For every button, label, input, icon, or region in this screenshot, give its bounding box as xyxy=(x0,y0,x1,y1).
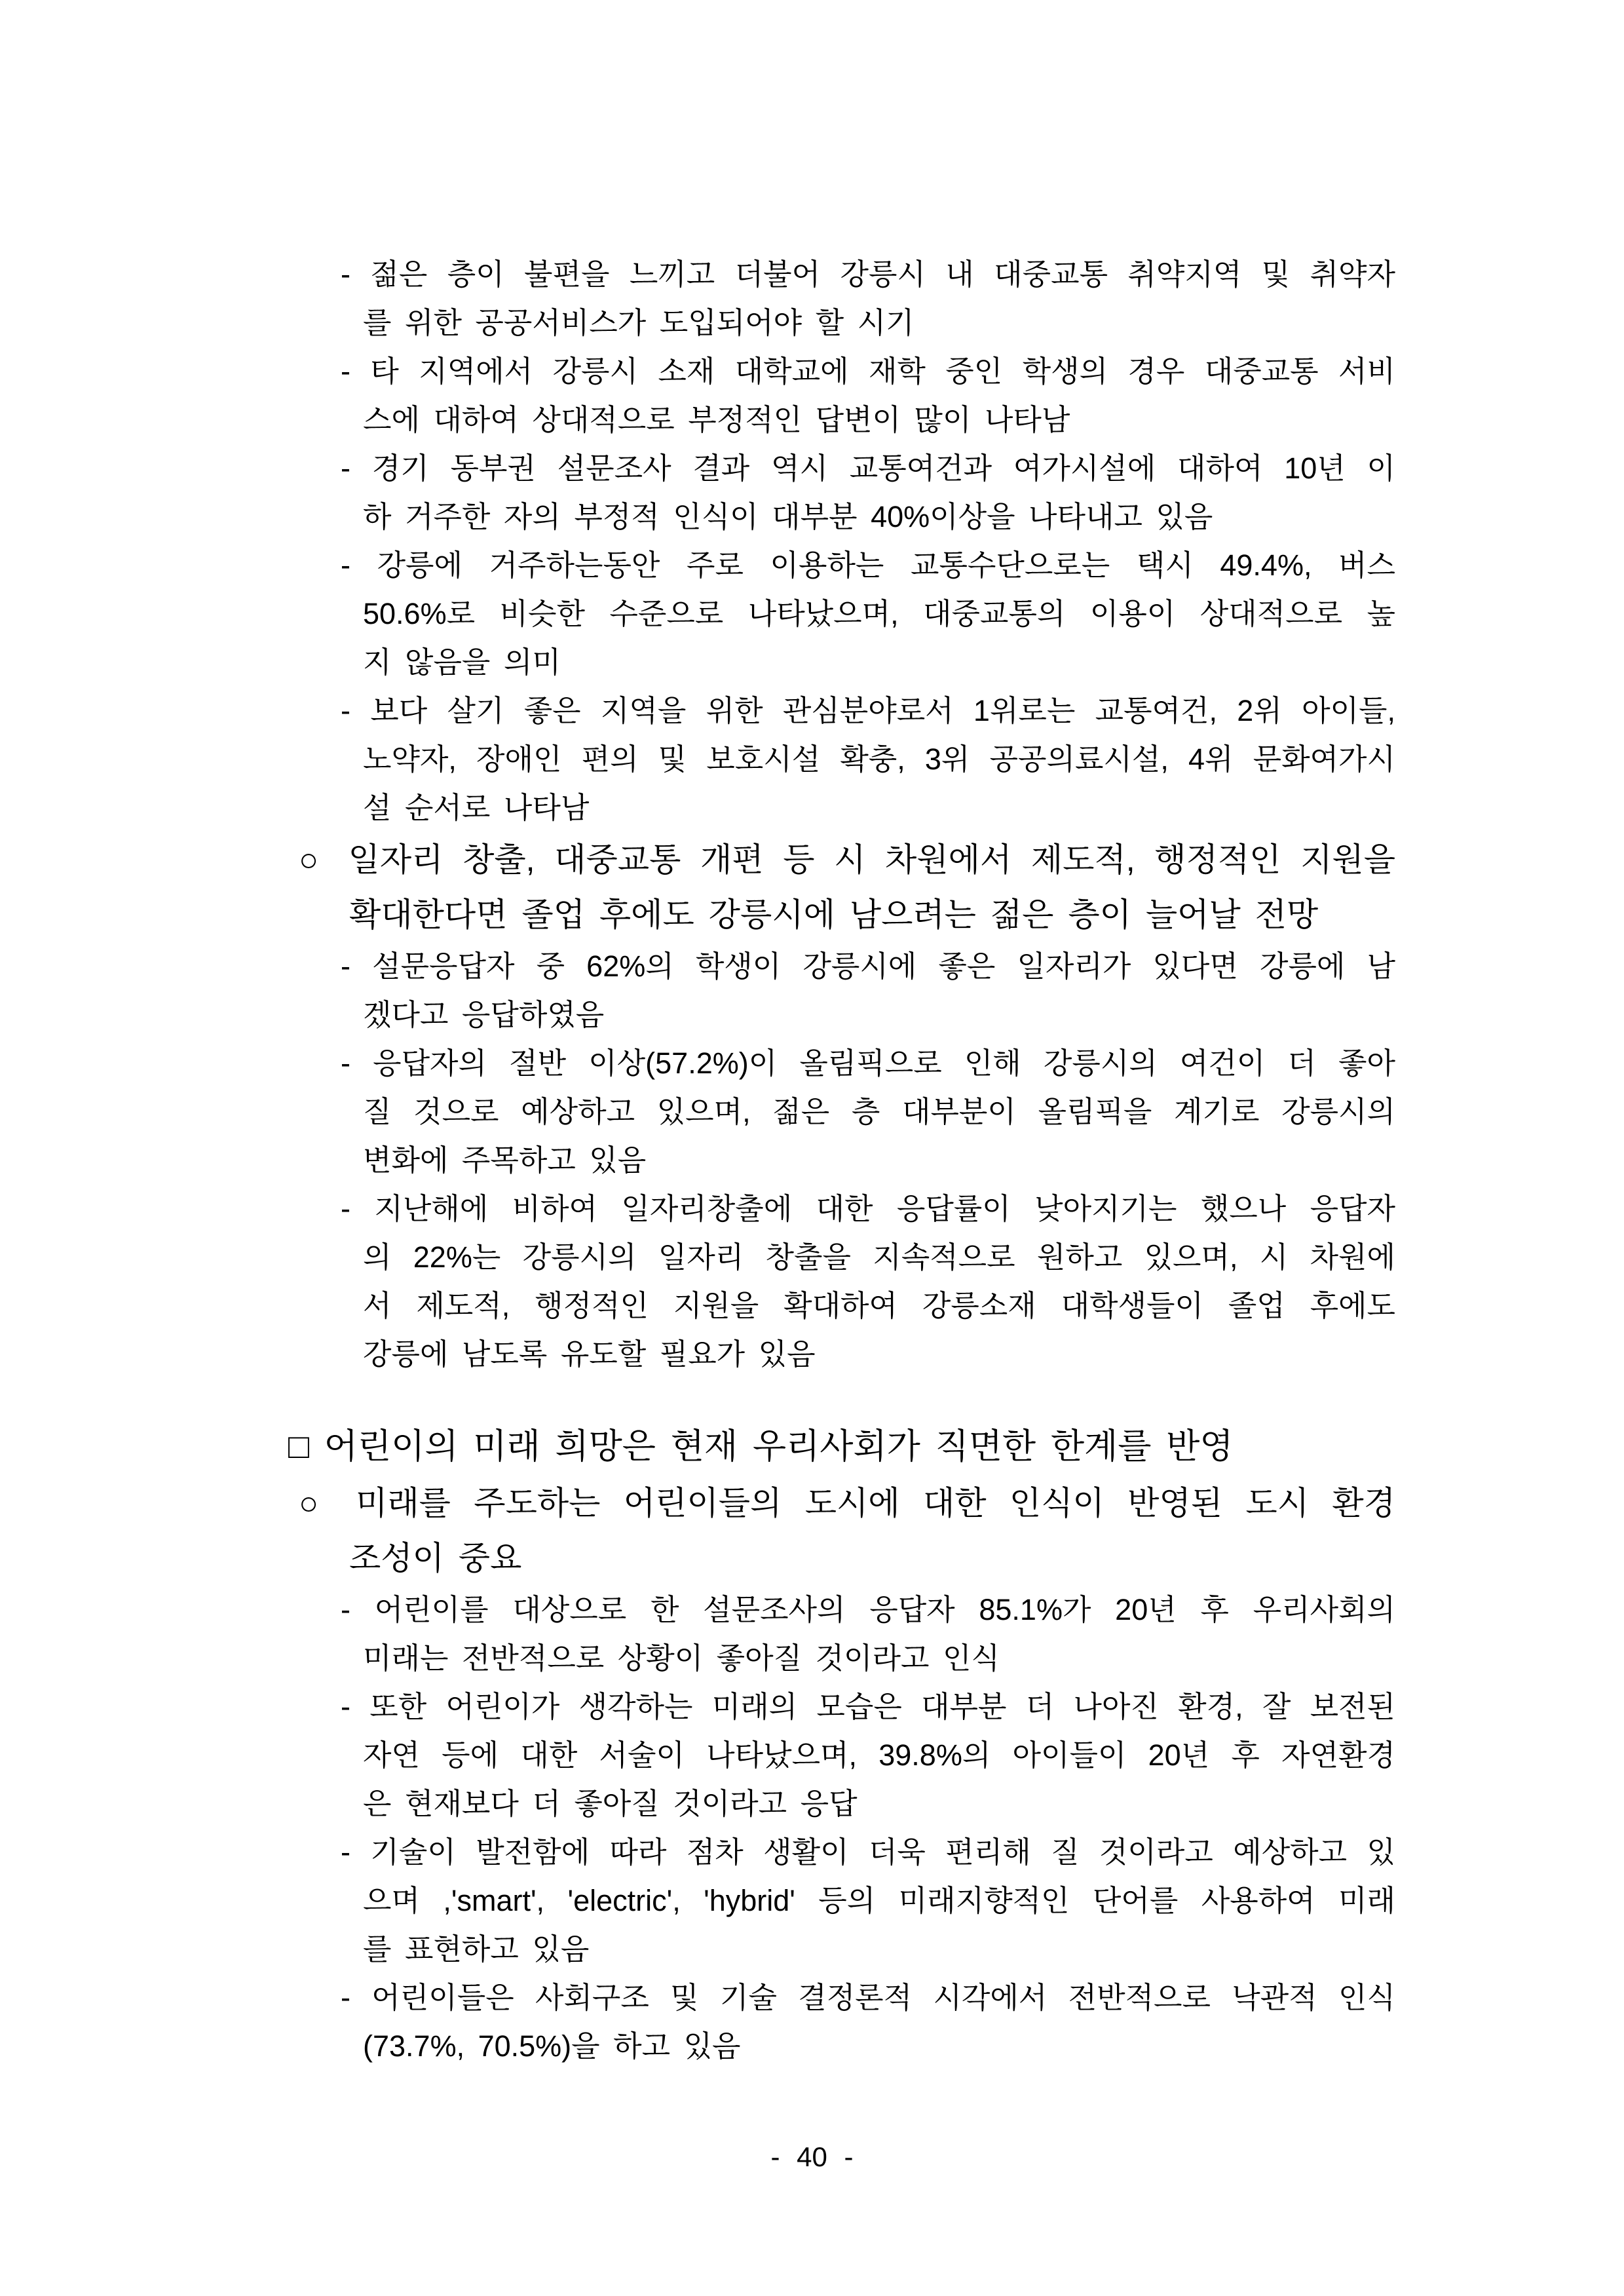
text-line: 으며 ,'smart', 'electric', 'hybrid' 등의 미래지향적인 단어를 사용하여 미래 xyxy=(363,1884,1395,1917)
list-item xyxy=(341,1828,1395,1974)
text-line: 확대한다면 졸업 후에도 강릉시에 남으려는 젊은 층이 늘어날 전망 xyxy=(349,896,1319,933)
text-line: 설 순서로 나타남 xyxy=(363,791,590,824)
list-item xyxy=(341,1974,1395,2071)
page-number: - 40 - xyxy=(770,2141,854,2172)
text-line: 서 제도적, 행정적인 지원을 확대하여 강릉소재 대학생들이 졸업 후에도 xyxy=(363,1289,1395,1322)
text-line: (73.7%, 70.5%)을 하고 있음 xyxy=(363,2029,741,2063)
list-item xyxy=(341,1586,1395,1683)
list-item xyxy=(341,1185,1395,1379)
text-line: - 어린이를 대상으로 한 설문조사의 응답자 85.1%가 20년 후 우리사회의 xyxy=(341,1593,1395,1626)
text-line: - 기술이 발전함에 따라 점차 생활이 더욱 편리해 질 것이라고 예상하고 있 xyxy=(341,1835,1395,1869)
text-line: - 타 지역에서 강릉시 소재 대학교에 재학 중인 학생의 경우 대중교통 서비 xyxy=(341,354,1395,388)
text-line: □ 어린이의 미래 희망은 현재 우리사회가 직면한 한계를 반영 xyxy=(288,1427,1234,1466)
list-item xyxy=(341,250,1395,347)
list-item xyxy=(341,347,1395,444)
text-line: 변화에 주목하고 있음 xyxy=(363,1143,647,1177)
text-line: - 경기 동부권 설문조사 결과 역시 교통여건과 여가시설에 대하여 10년 이 xyxy=(341,451,1395,485)
list-item xyxy=(341,541,1395,687)
text-line: 를 표현하고 있음 xyxy=(363,1932,590,1966)
text-line: 자연 등에 대한 서술이 나타났으며, 39.8%의 아이들이 20년 후 자연환경 xyxy=(363,1738,1395,1772)
text-line: - 강릉에 거주하는동안 주로 이용하는 교통수단으로는 택시 49.4%, 버스 xyxy=(341,548,1395,582)
text-line: - 어린이들은 사회구조 및 기술 결정론적 시각에서 전반적으로 낙관적 인식 xyxy=(341,1981,1395,2014)
text-line: 겠다고 응답하였음 xyxy=(363,998,605,1031)
text-line: - 지난해에 비하여 일자리창출에 대한 응답률이 낮아지기는 했으나 응답자 xyxy=(341,1192,1395,1225)
list-item xyxy=(341,1683,1395,1828)
text-line: ○ 일자리 창출, 대중교통 개편 등 시 차원에서 제도적, 행정적인 지원을 xyxy=(299,841,1395,878)
list-item-circle xyxy=(299,832,1395,942)
text-line: 질 것으로 예상하고 있으며, 젊은 층 대부분이 올림픽을 계기로 강릉시의 xyxy=(363,1095,1395,1128)
text-line: 조성이 중요 xyxy=(349,1540,522,1577)
text-line: 50.6%로 비슷한 수준으로 나타났으며, 대중교통의 이용이 상대적으로 높 xyxy=(363,597,1395,630)
list-item xyxy=(341,942,1395,1039)
list-item xyxy=(341,1039,1395,1185)
section-heading xyxy=(288,1418,1395,1476)
text-line: 스에 대하여 상대적으로 부정적인 답변이 많이 나타남 xyxy=(363,403,1070,436)
list-item-circle xyxy=(299,1476,1395,1586)
text-line: - 또한 어린이가 생각하는 미래의 모습은 대부분 더 나아진 환경, 잘 보전된 xyxy=(341,1690,1395,1723)
list-item xyxy=(341,687,1395,832)
text-line: ○ 미래를 주도하는 어린이들의 도시에 대한 인식이 반영된 도시 환경 xyxy=(299,1485,1395,1521)
text-line: 의 22%는 강릉시의 일자리 창출을 지속적으로 원하고 있으며, 시 차원에 xyxy=(363,1240,1395,1274)
text-line: 강릉에 남도록 유도할 필요가 있음 xyxy=(363,1337,816,1371)
text-line: - 설문응답자 중 62%의 학생이 강릉시에 좋은 일자리가 있다면 강릉에 남 xyxy=(341,949,1395,983)
text-line: 노약자, 장애인 편의 및 보호시설 확충, 3위 공공의료시설, 4위 문화여가시 xyxy=(363,742,1395,776)
document-body xyxy=(0,250,1624,2071)
text-line: 지 않음을 의미 xyxy=(363,645,561,679)
text-line: - 응답자의 절반 이상(57.2%)이 올림픽으로 인해 강릉시의 여건이 더 좋아 xyxy=(341,1046,1395,1080)
text-line: 를 위한 공공서비스가 도입되어야 할 시기 xyxy=(363,306,915,339)
text-line: 은 현재보다 더 좋아질 것이라고 응답 xyxy=(363,1787,858,1820)
text-line: - 젊은 층이 불편을 느끼고 더불어 강릉시 내 대중교통 취약지역 및 취약자 xyxy=(341,258,1395,291)
list-item xyxy=(341,444,1395,541)
text-line: 미래는 전반적으로 상황이 좋아질 것이라고 인식 xyxy=(363,1641,1000,1675)
text-line: 하 거주한 자의 부정적 인식이 대부분 40%이상을 나타내고 있음 xyxy=(363,500,1213,533)
text-line: - 보다 살기 좋은 지역을 위한 관심분야로서 1위로는 교통여건, 2위 아이들, xyxy=(341,694,1395,727)
